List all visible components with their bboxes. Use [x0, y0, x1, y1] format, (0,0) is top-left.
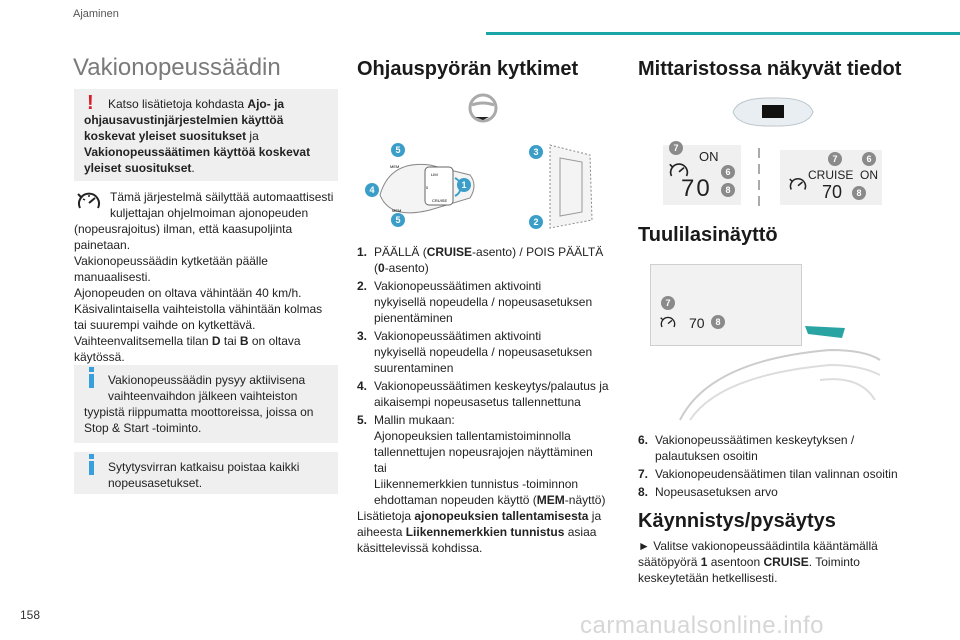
- switch-lim-label: LIM: [431, 172, 438, 177]
- instrument-cluster-icon: [728, 95, 818, 129]
- alert-box: [74, 89, 338, 181]
- badge-7: 7: [828, 152, 842, 166]
- switch-zero-label: 0: [426, 185, 429, 190]
- steering-wheel-icon: [458, 93, 508, 127]
- cluster-display-left: [663, 145, 741, 205]
- cluster-display-right: [780, 150, 882, 205]
- switch-items-list: [357, 244, 622, 510]
- badge-8: 8: [852, 186, 866, 200]
- list-item: 3. Vakionopeussäätimen aktivointi nykyisellä nopeudella / nopeusasetuksen suurentaminen: [357, 329, 593, 375]
- cruise-gauge-icon: [788, 176, 808, 194]
- badge-6: 6: [721, 165, 735, 179]
- badge-8: 8: [721, 183, 735, 197]
- callout-2: 2: [533, 217, 539, 227]
- watermark: carmanualsonline.info: [580, 612, 824, 639]
- section-header: Ajaminen: [73, 8, 119, 20]
- alert-text: Katso lisätietoja kohdasta Ajo- ja ohjausavustinjärjestelmien käyttöä koskevat yleiset suositukset ja Vakionopeussäätimen käyttöä koskevat yleiset suositukset.: [84, 97, 311, 175]
- switch-mem-bottom-label: MEM: [392, 208, 402, 213]
- switch-mem-top-label: MEM: [390, 164, 400, 169]
- info-box-ignition: Sytytysvirran katkaisu poistaa kaikki nopeusasetukset.: [74, 452, 338, 494]
- list-item: 2. Vakionopeussäätimen aktivointi nykyisellä nopeudella / nopeusasetuksen pienentäminen: [357, 279, 593, 325]
- callout-5-bottom: 5: [395, 215, 401, 225]
- badge-7: 7: [669, 141, 683, 155]
- intro-text: Tämä järjestelmä säilyttää automaattisesti kuljettajan ohjelmoiman ajonopeuden (nopeusrajoitus) ilman, että kaasupoljinta painetaan. Vakionopeussäädin kytketään päälle manuaalisesti. Ajonopeuden on oltava vähintään 40 km/h. Käsivalintaisella vaihteistolla vähintään kolmas tai suurempi vaihde on kytkettävä. Vaihteenvalitsemella tilan D tai B on oltava käytössä.: [74, 190, 334, 364]
- hud-speed: 70: [689, 315, 705, 331]
- list-item: 7. Vakionopeudensäätimen tilan valinnan osoitin: [638, 467, 898, 481]
- list-item: 8. Nopeusasetuksen arvo: [638, 485, 778, 499]
- info-box-gear: Vakionopeussäädin pysyy aktiivisena vaihteenvaihdon jälkeen vaihteiston tyypistä riippumatta moottoreissa, joissa on Stop & Start -toiminto.: [74, 365, 338, 443]
- cluster-left-speed: 70: [681, 175, 712, 202]
- list-item: 6. Vakionopeussäätimen keskeytyksen / palautuksen osoitin: [638, 433, 855, 463]
- badge-7: 7: [661, 296, 675, 310]
- cluster-left-status: ON: [699, 149, 719, 164]
- page-title: Vakionopeussäädin: [73, 54, 281, 81]
- start-step-text: ► Valitse vakionopeussäädintila kääntämällä säätöpyörä 1 asentoon CRUISE. Toiminto keskeytetään hetkellisesti.: [638, 539, 878, 585]
- dashboard-illustration: [650, 320, 882, 425]
- hud-title: Tuulilasinäyttö: [638, 224, 778, 246]
- cruise-switch-side-illustration: [520, 140, 610, 232]
- warning-icon: !: [87, 92, 94, 114]
- cluster-info-title: Mittaristossa näkyvät tiedot: [638, 58, 902, 80]
- badge-8: 8: [711, 315, 725, 329]
- cluster-divider: [758, 148, 760, 206]
- cluster-right-status: CRUISE ON: [808, 168, 879, 182]
- list-item: 1. PÄÄLLÄ (CRUISE-asento) / POIS PÄÄLTÄ (0-asento): [357, 245, 604, 275]
- start-stop-title: Käynnistys/pysäytys: [638, 510, 836, 532]
- page-number: 158: [20, 608, 41, 622]
- list-item: 4. Vakionopeussäätimen keskeytys/palautus ja aikaisempi nopeusasetus tallennettuna: [357, 379, 609, 409]
- callout-1: 1: [461, 180, 467, 190]
- callout-4: 4: [369, 185, 375, 195]
- cruise-switch-illustration: [360, 140, 485, 230]
- display-items-list: [638, 432, 913, 502]
- badge-6: 6: [862, 152, 876, 166]
- callout-5-top: 5: [395, 145, 401, 155]
- steering-switches-title: Ohjauspyörän kytkimet: [357, 58, 579, 80]
- cluster-right-speed: 70: [822, 182, 843, 202]
- header-accent-bar: [486, 32, 960, 35]
- callout-3: 3: [533, 147, 539, 157]
- switch-cruise-label: CRUISE: [432, 198, 448, 203]
- more-info-text: Lisätietoja ajonopeuksien tallentamisesta ja aiheesta Liikennemerkkien tunnistus asiaa käsittelevissä kohdissa.: [357, 509, 602, 555]
- list-item: 5. Mallin mukaan: Ajonopeuksien tallentamistoiminnolla tallennettujen nopeusrajojen näyttäminen tai Liikennemerkkien tunnistus -toiminnon ehdottaman nopeuden käyttö (MEM-näyttö): [357, 413, 606, 507]
